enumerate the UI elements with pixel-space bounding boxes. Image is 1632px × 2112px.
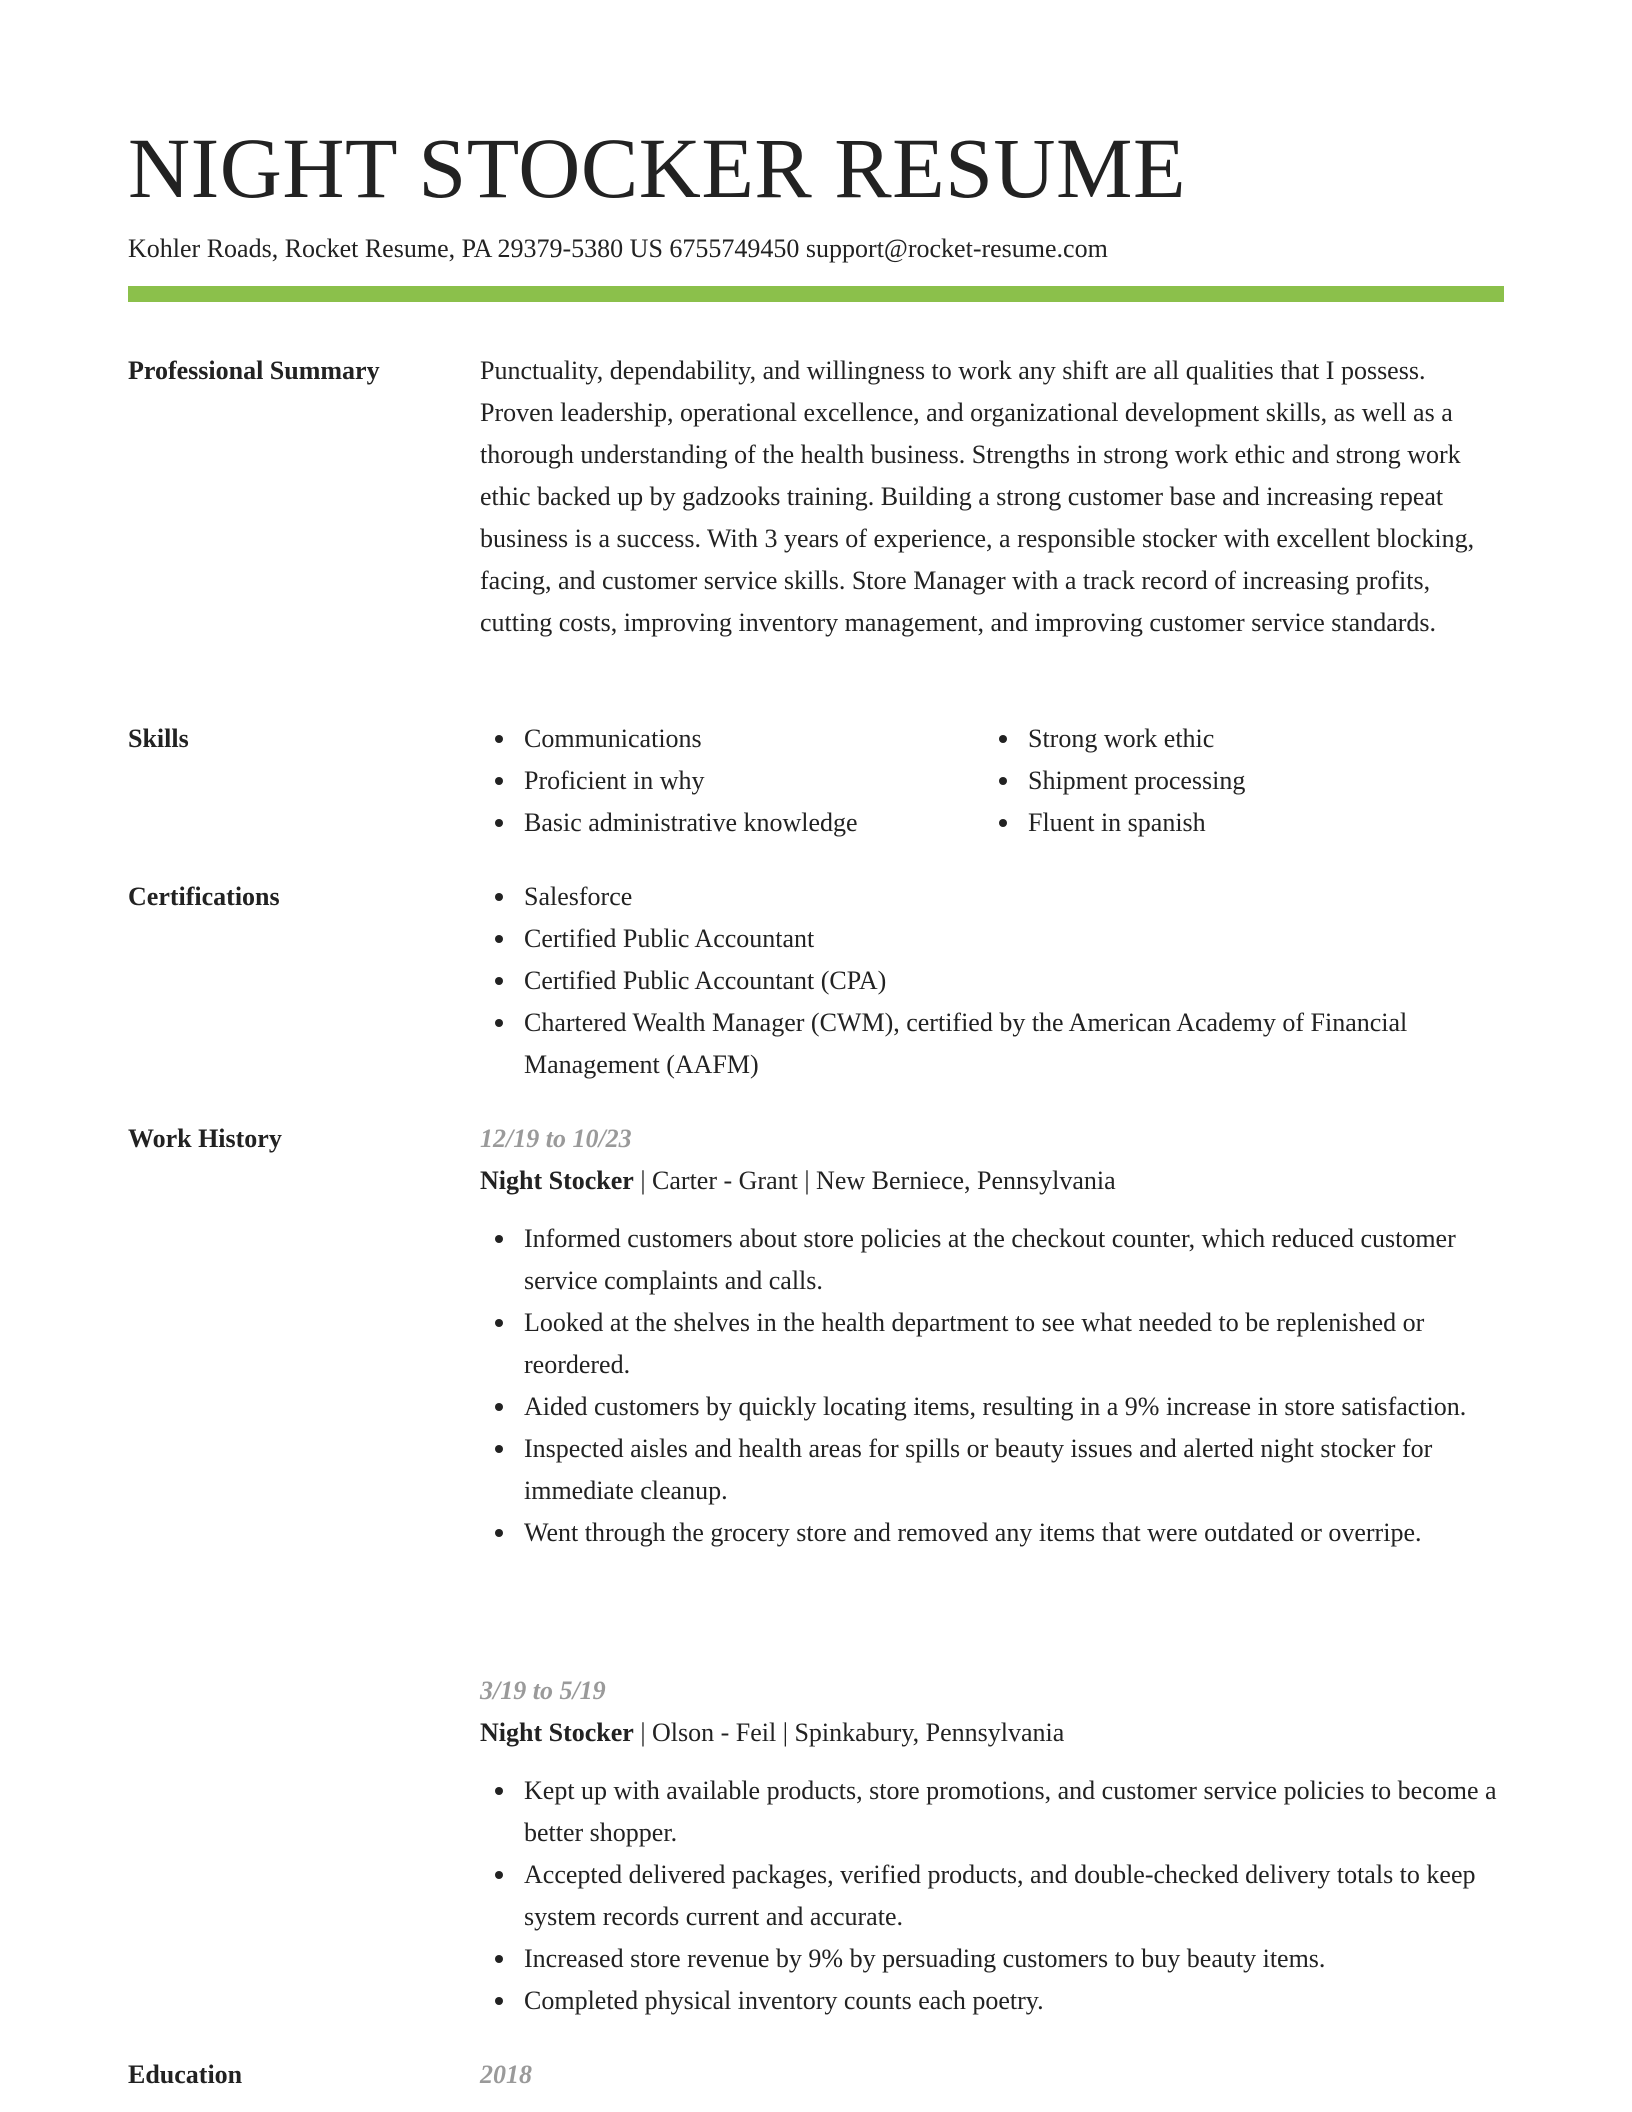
skills-list-left [480,718,984,844]
education-content [480,2054,1504,2096]
job-entry [480,1670,1504,2022]
job-title: Night Stocker [480,1718,634,1747]
job-bullet-list [480,1218,1504,1554]
job-bullet: Increased store revenue by 9% by persuading customers to buy beauty items. [480,1938,1504,1980]
section-label-skills: Skills [128,724,189,753]
certifications-list [480,876,1504,1086]
job-bullet: Went through the grocery store and removed any items that were outdated or overripe. [480,1512,1504,1554]
job-bullet: Inspected aisles and health areas for spills or beauty issues and alerted night stocker for immediate cleanup. [480,1428,1504,1512]
skill-item: Basic administrative knowledge [480,802,984,844]
skill-item: Communications [480,718,984,760]
job-bullet-list [480,1770,1504,2022]
skill-item: Proficient in why [480,760,984,802]
job-bullet: Completed physical inventory counts each poetry. [480,1980,1504,2022]
resume-title: NIGHT STOCKER RESUME [128,120,1187,216]
job-heading [480,1712,1504,1754]
job-details: | Carter - Grant | New Berniece, Pennsylvania [633,1166,1116,1195]
certification-item: Chartered Wealth Manager (CWM), certified by the American Academy of Financial Management (AAFM) [480,1002,1504,1086]
job-title: Night Stocker [480,1166,634,1195]
job-dates: 3/19 to 5/19 [480,1676,606,1705]
certification-item: Certified Public Accountant [480,918,1504,960]
summary-text: Punctuality, dependability, and willingness to work any shift are all qualities that I possess. Proven leadership, operational excellence, and organizational development skills, as well as a thorough understanding of the health business. Strengths in strong work ethic and strong work ethic backed up by gadzooks training. Building a strong customer base and increasing repeat business is a success. With 3 years of experience, a responsible stocker with excellent blocking, facing, and customer service skills. Store Manager with a track record of increasing profits, cutting costs, improving inventory management, and improving customer service standards. [480,356,1475,637]
certification-item: Certified Public Accountant (CPA) [480,960,1504,1002]
certifications-content [480,876,1504,1086]
skills-grid [480,718,1504,844]
section-label-summary: Professional Summary [128,356,380,385]
accent-divider [128,286,1504,302]
job-bullet: Kept up with available products, store promotions, and customer service policies to become a better shopper. [480,1770,1504,1854]
job-bullet: Accepted delivered packages, verified products, and double-checked delivery totals to keep system records current and accurate. [480,1854,1504,1938]
skills-content [480,718,1504,844]
summary-content [480,350,1504,644]
job-heading [480,1160,1504,1202]
job-dates: 12/19 to 10/23 [480,1124,632,1153]
skill-item: Shipment processing [984,760,1488,802]
job-entry [480,1118,1504,1554]
job-bullet: Informed customers about store policies at the checkout counter, which reduced customer service complaints and calls. [480,1218,1504,1302]
skills-list-right [984,718,1488,844]
skill-item: Fluent in spanish [984,802,1488,844]
skill-item: Strong work ethic [984,718,1488,760]
section-label-certifications: Certifications [128,882,280,911]
job-details: | Olson - Feil | Spinkabury, Pennsylvania [633,1718,1065,1747]
section-label-education: Education [128,2060,243,2089]
certification-item: Salesforce [480,876,1504,918]
section-label-work-history: Work History [128,1124,282,1153]
job-bullet: Aided customers by quickly locating items, resulting in a 9% increase in store satisfaction. [480,1386,1504,1428]
job-bullet: Looked at the shelves in the health department to see what needed to be replenished or reordered. [480,1302,1504,1386]
education-year: 2018 [480,2060,532,2089]
contact-line: Kohler Roads, Rocket Resume, PA 29379-5380 US 6755749450 support@rocket-resume.com [128,234,1108,263]
